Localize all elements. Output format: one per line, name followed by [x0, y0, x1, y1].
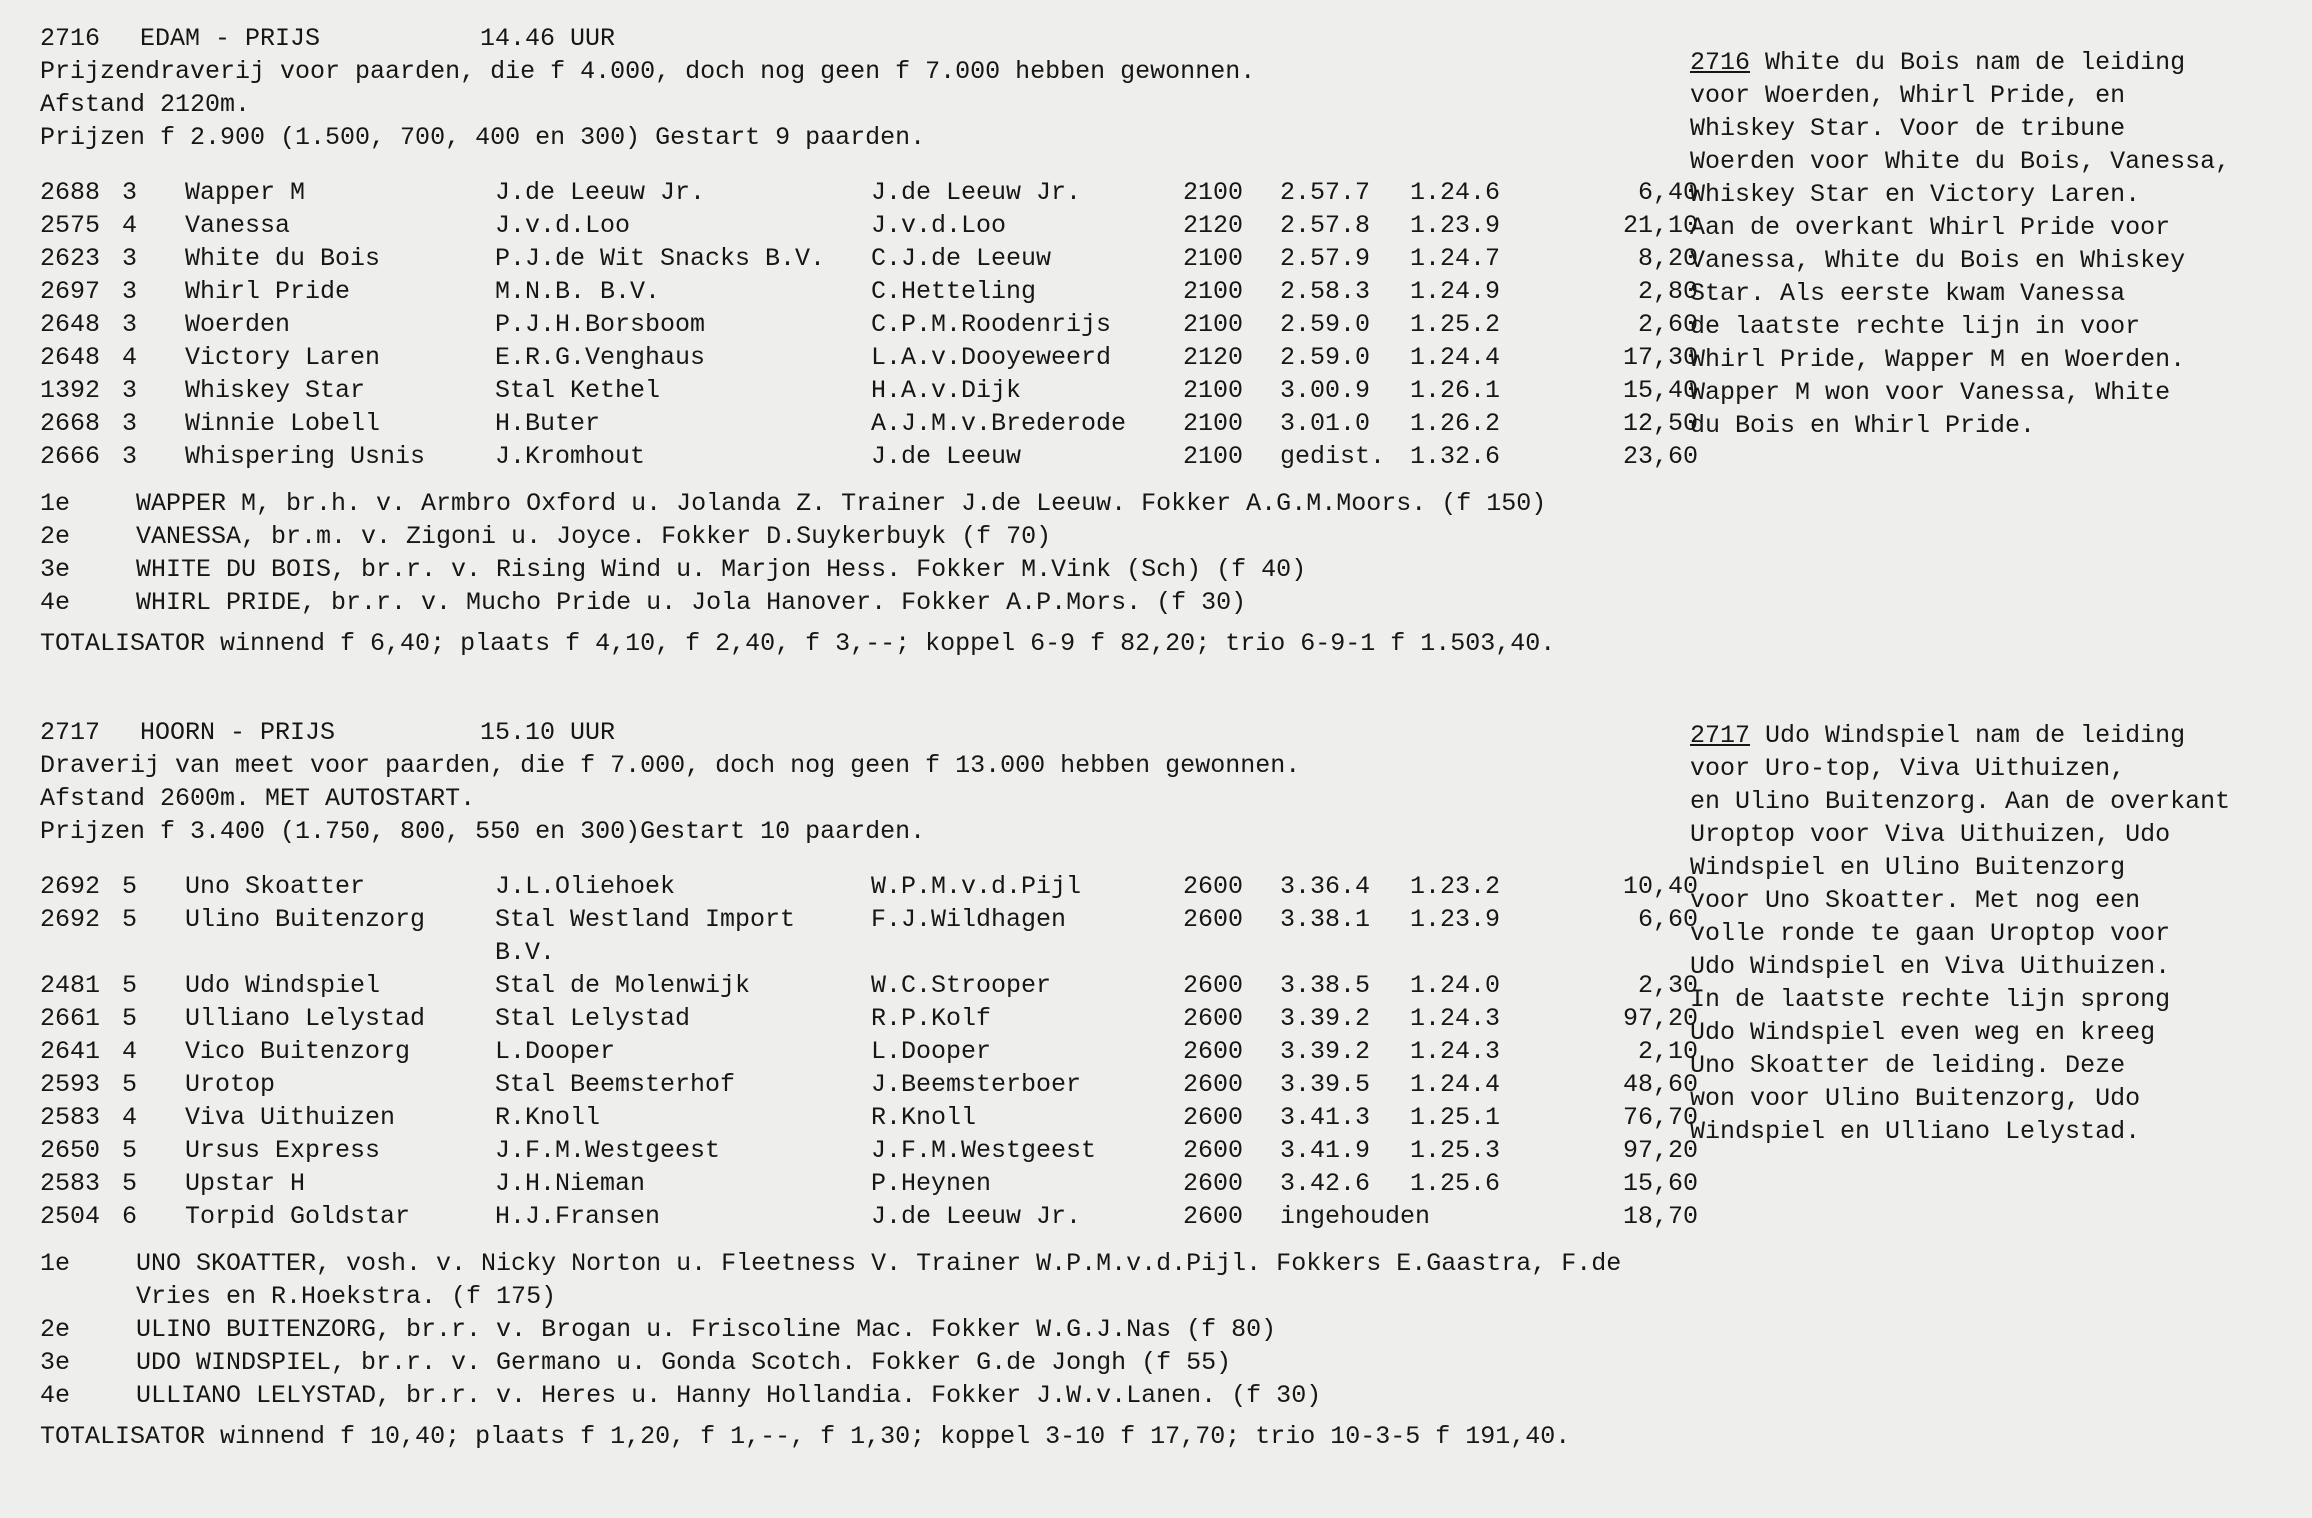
- cell-odds: 2,60: [1637, 310, 1698, 339]
- cell-odds: 10,40: [1622, 872, 1698, 901]
- cell-age: 4: [122, 343, 138, 372]
- cell-horse: Victory Laren: [185, 343, 381, 372]
- cell-km: 1.32.6: [1410, 442, 1501, 471]
- cell-driver: L.A.v.Dooyeweerd: [871, 343, 1112, 372]
- race-description: Prijzendraverij voor paarden, die f 4.000, doch nog geen f 7.000 hebben gewonnen.: [40, 57, 1256, 86]
- cell-odds: 2,80: [1637, 277, 1698, 306]
- cell-km: 1.23.2: [1410, 872, 1501, 901]
- cell-odds: 17,30: [1622, 343, 1698, 372]
- placing-text: VANESSA, br.m. v. Zigoni u. Joyce. Fokker D.Suykerbuyk (f 70): [136, 522, 1052, 551]
- result-row: [40, 1068, 1700, 1101]
- cell-driver: A.J.M.v.Brederode: [871, 409, 1127, 438]
- race-distance: Afstand 2120m.: [40, 90, 251, 119]
- result-row: [40, 969, 1700, 1002]
- cell-km: 1.23.9: [1410, 211, 1501, 240]
- cell-driver: J.de Leeuw: [871, 442, 1022, 471]
- cell-time: 3.00.9: [1280, 376, 1371, 405]
- cell-km: 1.24.9: [1410, 277, 1501, 306]
- cell-driver: J.de Leeuw Jr.: [871, 1202, 1082, 1231]
- cell-prev: 2481: [40, 971, 101, 1000]
- cell-km: 1.25.6: [1410, 1169, 1501, 1198]
- cell-km: 1.24.6: [1410, 178, 1501, 207]
- cell-horse: White du Bois: [185, 244, 381, 273]
- placing-text: WHITE DU BOIS, br.r. v. Rising Wind u. Marjon Hess. Fokker M.Vink (Sch) (f 40): [136, 555, 1307, 584]
- cell-age: 6: [122, 1202, 138, 1231]
- placing-text: ULINO BUITENZORG, br.r. v. Brogan u. Friscoline Mac. Fokker W.G.J.Nas (f 80): [136, 1315, 1277, 1344]
- cell-prev: 2661: [40, 1004, 101, 1033]
- race-commentary-2716: [1690, 46, 2290, 442]
- placing-item: [40, 520, 1700, 553]
- commentary-race-number: 2716: [1690, 48, 1751, 77]
- cell-km: 1.25.1: [1410, 1103, 1501, 1132]
- cell-dist: 2600: [1183, 1169, 1244, 1198]
- cell-horse: Udo Windspiel: [185, 971, 381, 1000]
- placing-text: UDO WINDSPIEL, br.r. v. Germano u. Gonda Scotch. Fokker G.de Jongh (f 55): [136, 1348, 1232, 1377]
- cell-driver: F.J.Wildhagen: [871, 905, 1067, 934]
- cell-km: 1.23.9: [1410, 905, 1501, 934]
- race-number: 2716: [40, 24, 101, 53]
- commentary-race-number: 2717: [1690, 721, 1751, 750]
- cell-horse: Whispering Usnis: [185, 442, 426, 471]
- race-header: [40, 716, 1700, 749]
- cell-km: 1.25.3: [1410, 1136, 1501, 1165]
- cell-dist: 2120: [1183, 211, 1244, 240]
- cell-horse: Vanessa: [185, 211, 291, 240]
- cell-driver: J.F.M.Westgeest: [871, 1136, 1097, 1165]
- result-row: [40, 308, 1700, 341]
- cell-time: 3.39.2: [1280, 1037, 1371, 1066]
- cell-time: 3.39.2: [1280, 1004, 1371, 1033]
- cell-driver: J.v.d.Loo: [871, 211, 1007, 240]
- cell-prev: 2650: [40, 1136, 101, 1165]
- placings-list: [40, 1247, 1700, 1412]
- cell-horse: Ulino Buitenzorg: [185, 905, 426, 934]
- result-row: [40, 341, 1700, 374]
- cell-age: 5: [122, 1136, 138, 1165]
- cell-horse: Viva Uithuizen: [185, 1103, 396, 1132]
- cell-age: 5: [122, 1004, 138, 1033]
- cell-driver: J.Beemsterboer: [871, 1070, 1082, 1099]
- cell-odds: 48,60: [1622, 1070, 1698, 1099]
- race-2716: [40, 22, 1700, 660]
- cell-dist: 2120: [1183, 343, 1244, 372]
- result-row: [40, 1200, 1700, 1233]
- cell-owner: Stal Westland Import: [495, 905, 796, 934]
- result-row: [40, 407, 1700, 440]
- cell-time: 3.01.0: [1280, 409, 1371, 438]
- placing-rank: 3e: [40, 1348, 71, 1377]
- placing-item: [40, 1346, 1700, 1379]
- cell-driver: H.A.v.Dijk: [871, 376, 1022, 405]
- cell-odds: 8,20: [1637, 244, 1698, 273]
- placing-item: [40, 586, 1700, 619]
- cell-owner: J.H.Nieman: [495, 1169, 646, 1198]
- cell-owner: Stal de Molenwijk: [495, 971, 751, 1000]
- cell-age: 5: [122, 1169, 138, 1198]
- cell-odds: 21,10: [1622, 211, 1698, 240]
- result-row: [40, 440, 1700, 473]
- cell-age: 3: [122, 277, 138, 306]
- cell-km: 1.24.0: [1410, 971, 1501, 1000]
- cell-time: ingehouden: [1280, 1202, 1431, 1231]
- race-2717: [40, 716, 1700, 1453]
- cell-driver: J.de Leeuw Jr.: [871, 178, 1082, 207]
- cell-prev: 2583: [40, 1169, 101, 1198]
- cell-prev: 2593: [40, 1070, 101, 1099]
- cell-time: 2.57.8: [1280, 211, 1371, 240]
- cell-prev: 2666: [40, 442, 101, 471]
- cell-horse: Ulliano Lelystad: [185, 1004, 426, 1033]
- cell-odds: 97,20: [1622, 1004, 1698, 1033]
- placing-item: [40, 487, 1700, 520]
- cell-time: 2.58.3: [1280, 277, 1371, 306]
- cell-time: 3.38.5: [1280, 971, 1371, 1000]
- cell-horse: Whiskey Star: [185, 376, 366, 405]
- commentary-text: Udo Windspiel nam de leiding voor Uro-top, Viva Uithuizen, en Ulino Buitenzorg. Aan de overkant Uroptop voor Viva Uithuizen, Udo Windspiel en Ulino Buitenzorg voor Uno Skoatter. Met nog een volle ronde te gaan Uroptop voor Udo Windspiel en Viva Uithuizen. In de laatste rechte lijn sprong Udo Windspiel even weg en kreeg Uno Skoatter de leiding. Deze won voor Ulino Buitenzorg, Udo Windspiel en Ulliano Lelystad.: [1690, 721, 2231, 1146]
- cell-owner: H.Buter: [495, 409, 601, 438]
- cell-km: 1.26.1: [1410, 376, 1501, 405]
- race-commentary-2717: [1690, 719, 2290, 1148]
- race-number: 2717: [40, 718, 101, 747]
- result-row: [40, 275, 1700, 308]
- cell-prev: 2504: [40, 1202, 101, 1231]
- placing-item: [40, 1247, 1700, 1313]
- commentary-text: White du Bois nam de leiding voor Woerden, Whirl Pride, en Whiskey Star. Voor de tribune Woerden voor White du Bois, Vanessa, Whiskey Star en Victory Laren. Aan de overkant Whirl Pride voor Vanessa, White du Bois en Whiskey Star. Als eerste kwam Vanessa de laatste rechte lijn in voor Whirl Pride, Wapper M en Woerden. Wapper M won voor Vanessa, White du Bois en Whirl Pride.: [1690, 48, 2231, 440]
- cell-owner: J.v.d.Loo: [495, 211, 631, 240]
- cell-dist: 2600: [1183, 1070, 1244, 1099]
- cell-dist: 2100: [1183, 376, 1244, 405]
- cell-km: 1.24.4: [1410, 1070, 1501, 1099]
- cell-km: 1.25.2: [1410, 310, 1501, 339]
- cell-time: 2.57.7: [1280, 178, 1371, 207]
- result-row: [40, 1101, 1700, 1134]
- cell-age: 3: [122, 310, 138, 339]
- cell-owner: B.V.: [495, 938, 556, 967]
- cell-prev: 2575: [40, 211, 101, 240]
- cell-horse: Wapper M: [185, 178, 306, 207]
- cell-odds: 2,10: [1637, 1037, 1698, 1066]
- results-table: [40, 870, 1700, 1233]
- cell-time: 3.39.5: [1280, 1070, 1371, 1099]
- placing-rank: 1e: [40, 1249, 71, 1278]
- placing-text: WAPPER M, br.h. v. Armbro Oxford u. Jolanda Z. Trainer J.de Leeuw. Fokker A.G.M.Moors. (f 150): [136, 489, 1547, 518]
- cell-age: 5: [122, 971, 138, 1000]
- placing-rank: 3e: [40, 555, 71, 584]
- placing-text: WHIRL PRIDE, br.r. v. Mucho Pride u. Jola Hanover. Fokker A.P.Mors. (f 30): [136, 588, 1247, 617]
- cell-age: 3: [122, 409, 138, 438]
- cell-owner: P.J.H.Borsboom: [495, 310, 706, 339]
- cell-odds: 97,20: [1622, 1136, 1698, 1165]
- cell-dist: 2100: [1183, 442, 1244, 471]
- cell-odds: 6,60: [1637, 905, 1698, 934]
- cell-time: 3.42.6: [1280, 1169, 1371, 1198]
- cell-dist: 2100: [1183, 277, 1244, 306]
- cell-age: 5: [122, 1070, 138, 1099]
- placing-item: [40, 1379, 1700, 1412]
- cell-dist: 2600: [1183, 1136, 1244, 1165]
- cell-km: 1.24.4: [1410, 343, 1501, 372]
- cell-owner: J.L.Oliehoek: [495, 872, 676, 901]
- result-row: [40, 209, 1700, 242]
- cell-driver: L.Dooper: [871, 1037, 992, 1066]
- cell-time: 3.41.3: [1280, 1103, 1371, 1132]
- cell-prev: 2641: [40, 1037, 101, 1066]
- placing-rank: 1e: [40, 489, 71, 518]
- cell-owner: J.Kromhout: [495, 442, 646, 471]
- result-row: [40, 1002, 1700, 1035]
- race-description: Draverij van meet voor paarden, die f 7.000, doch nog geen f 13.000 hebben gewonnen.: [40, 751, 1301, 780]
- cell-horse: Winnie Lobell: [185, 409, 381, 438]
- cell-odds: 6,40: [1637, 178, 1698, 207]
- cell-age: 4: [122, 211, 138, 240]
- result-row: [40, 936, 1700, 969]
- race-distance: Afstand 2600m. MET AUTOSTART.: [40, 784, 476, 813]
- totalisator: TOTALISATOR winnend f 10,40; plaats f 1,20, f 1,--, f 1,30; koppel 3-10 f 17,70; trio 10-3-5 f 191,40.: [40, 1422, 1571, 1451]
- cell-driver: C.Hetteling: [871, 277, 1037, 306]
- cell-dist: 2600: [1183, 905, 1244, 934]
- race-prizes: Prijzen f 2.900 (1.500, 700, 400 en 300) Gestart 9 paarden.: [40, 123, 926, 152]
- cell-dist: 2600: [1183, 1103, 1244, 1132]
- placing-rank: 2e: [40, 522, 71, 551]
- placing-rank: 4e: [40, 588, 71, 617]
- cell-prev: 2648: [40, 310, 101, 339]
- cell-time: 2.59.0: [1280, 310, 1371, 339]
- cell-age: 3: [122, 178, 138, 207]
- cell-driver: C.J.de Leeuw: [871, 244, 1052, 273]
- cell-owner: Stal Beemsterhof: [495, 1070, 736, 1099]
- cell-horse: Urotop: [185, 1070, 276, 1099]
- result-row: [40, 903, 1700, 936]
- cell-horse: Torpid Goldstar: [185, 1202, 411, 1231]
- cell-time: 3.38.1: [1280, 905, 1371, 934]
- race-prizes: Prijzen f 3.400 (1.750, 800, 550 en 300)Gestart 10 paarden.: [40, 817, 926, 846]
- cell-driver: R.Knoll: [871, 1103, 977, 1132]
- cell-prev: 2668: [40, 409, 101, 438]
- placing-rank: 2e: [40, 1315, 71, 1344]
- placing-rank: 4e: [40, 1381, 71, 1410]
- cell-horse: Uno Skoatter: [185, 872, 366, 901]
- result-row: [40, 176, 1700, 209]
- cell-owner: M.N.B. B.V.: [495, 277, 661, 306]
- cell-time: gedist.: [1280, 442, 1386, 471]
- cell-dist: 2100: [1183, 310, 1244, 339]
- cell-prev: 2692: [40, 872, 101, 901]
- cell-prev: 2688: [40, 178, 101, 207]
- cell-km: 1.24.3: [1410, 1037, 1501, 1066]
- race-header: [40, 22, 1700, 55]
- cell-odds: 2,30: [1637, 971, 1698, 1000]
- cell-driver: R.P.Kolf: [871, 1004, 992, 1033]
- cell-owner: J.de Leeuw Jr.: [495, 178, 706, 207]
- cell-odds: 23,60: [1622, 442, 1698, 471]
- cell-km: 1.24.3: [1410, 1004, 1501, 1033]
- cell-km: 1.24.7: [1410, 244, 1501, 273]
- cell-owner: Stal Kethel: [495, 376, 661, 405]
- cell-age: 5: [122, 905, 138, 934]
- cell-prev: 2648: [40, 343, 101, 372]
- cell-odds: 15,60: [1622, 1169, 1698, 1198]
- placings-list: [40, 487, 1700, 619]
- cell-dist: 2600: [1183, 1004, 1244, 1033]
- placing-item: [40, 553, 1700, 586]
- cell-owner: H.J.Fransen: [495, 1202, 661, 1231]
- race-name: EDAM - PRIJS: [140, 24, 321, 53]
- cell-owner: L.Dooper: [495, 1037, 616, 1066]
- result-row: [40, 870, 1700, 903]
- results-table: [40, 176, 1700, 473]
- cell-owner: J.F.M.Westgeest: [495, 1136, 721, 1165]
- result-row: [40, 374, 1700, 407]
- cell-age: 4: [122, 1037, 138, 1066]
- cell-odds: 18,70: [1622, 1202, 1698, 1231]
- result-row: [40, 1134, 1700, 1167]
- race-name: HOORN - PRIJS: [140, 718, 336, 747]
- cell-driver: W.P.M.v.d.Pijl: [871, 872, 1082, 901]
- cell-age: 4: [122, 1103, 138, 1132]
- cell-horse: Whirl Pride: [185, 277, 351, 306]
- cell-prev: 2697: [40, 277, 101, 306]
- cell-dist: 2600: [1183, 971, 1244, 1000]
- cell-age: 5: [122, 872, 138, 901]
- cell-horse: Upstar H: [185, 1169, 306, 1198]
- cell-driver: P.Heynen: [871, 1169, 992, 1198]
- cell-age: 3: [122, 442, 138, 471]
- result-row: [40, 1167, 1700, 1200]
- placing-text: ULLIANO LELYSTAD, br.r. v. Heres u. Hanny Hollandia. Fokker J.W.v.Lanen. (f 30): [136, 1381, 1322, 1410]
- totalisator: TOTALISATOR winnend f 6,40; plaats f 4,10, f 2,40, f 3,--; koppel 6-9 f 82,20; trio 6-9-1 f 1.503,40.: [40, 629, 1556, 658]
- cell-dist: 2100: [1183, 409, 1244, 438]
- cell-age: 3: [122, 376, 138, 405]
- cell-prev: 1392: [40, 376, 101, 405]
- cell-dist: 2600: [1183, 872, 1244, 901]
- cell-driver: W.C.Strooper: [871, 971, 1052, 1000]
- cell-odds: 76,70: [1622, 1103, 1698, 1132]
- cell-owner: E.R.G.Venghaus: [495, 343, 706, 372]
- cell-time: 3.41.9: [1280, 1136, 1371, 1165]
- cell-horse: Woerden: [185, 310, 291, 339]
- cell-dist: 2100: [1183, 178, 1244, 207]
- cell-odds: 12,50: [1622, 409, 1698, 438]
- cell-time: 2.57.9: [1280, 244, 1371, 273]
- cell-owner: R.Knoll: [495, 1103, 601, 1132]
- result-row: [40, 1035, 1700, 1068]
- cell-prev: 2583: [40, 1103, 101, 1132]
- cell-owner: Stal Lelystad: [495, 1004, 691, 1033]
- cell-prev: 2623: [40, 244, 101, 273]
- cell-horse: Vico Buitenzorg: [185, 1037, 411, 1066]
- cell-dist: 2600: [1183, 1037, 1244, 1066]
- cell-dist: 2600: [1183, 1202, 1244, 1231]
- cell-km: 1.26.2: [1410, 409, 1501, 438]
- cell-prev: 2692: [40, 905, 101, 934]
- cell-driver: C.P.M.Roodenrijs: [871, 310, 1112, 339]
- cell-odds: 15,40: [1622, 376, 1698, 405]
- cell-owner: P.J.de Wit Snacks B.V.: [495, 244, 826, 273]
- placing-item: [40, 1313, 1700, 1346]
- result-row: [40, 242, 1700, 275]
- cell-time: 3.36.4: [1280, 872, 1371, 901]
- race-time: 15.10 UUR: [480, 718, 616, 747]
- cell-horse: Ursus Express: [185, 1136, 381, 1165]
- cell-age: 3: [122, 244, 138, 273]
- race-time: 14.46 UUR: [480, 24, 616, 53]
- cell-dist: 2100: [1183, 244, 1244, 273]
- placing-text: UNO SKOATTER, vosh. v. Nicky Norton u. Fleetness V. Trainer W.P.M.v.d.Pijl. Fokkers E.Gaastra, F.de Vries en R.Hoekstra. (f 175): [136, 1249, 1622, 1311]
- cell-time: 2.59.0: [1280, 343, 1371, 372]
